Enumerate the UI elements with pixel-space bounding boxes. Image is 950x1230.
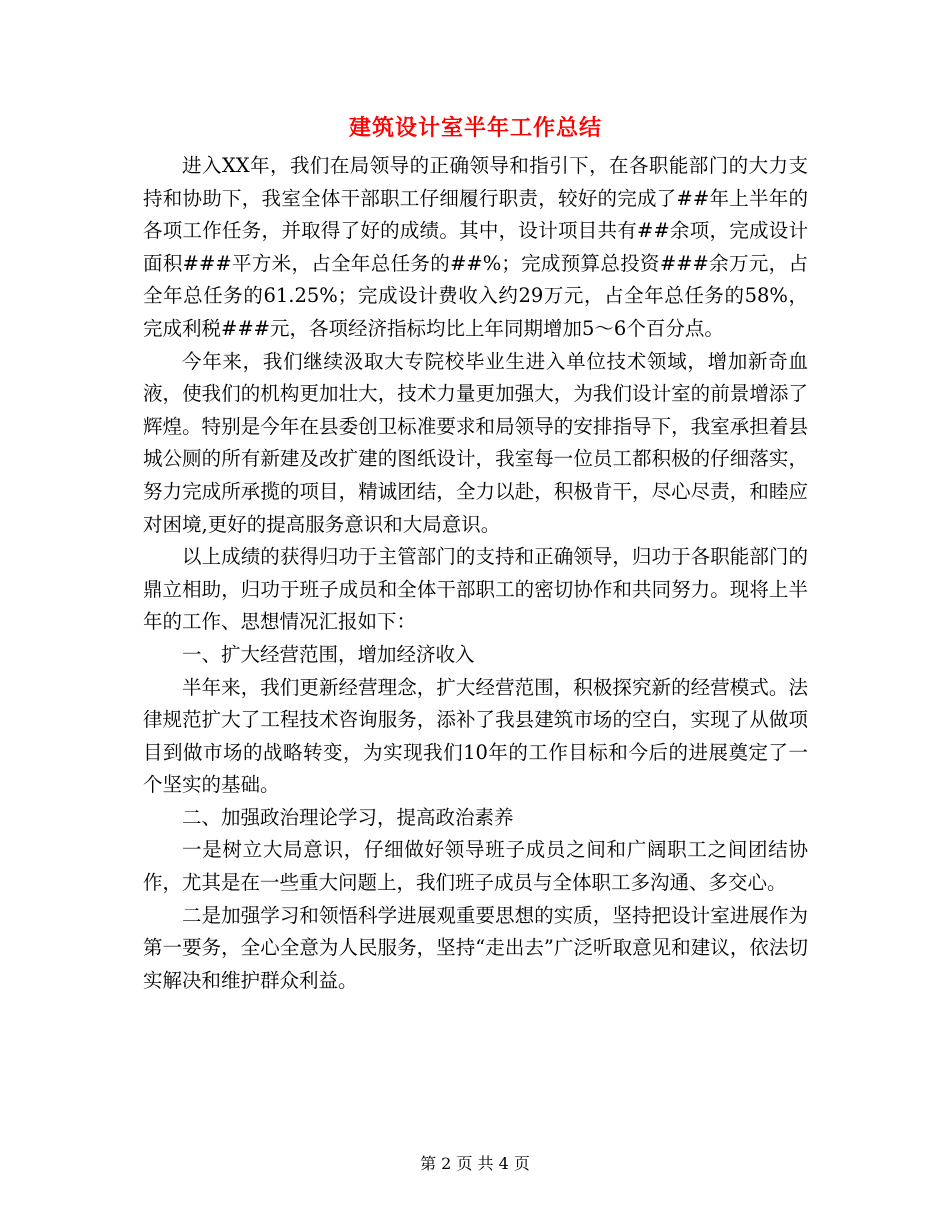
document-title: 建筑设计室半年工作总结 bbox=[348, 115, 602, 141]
page-footer: 第 2 页 共 4 页 bbox=[420, 1154, 530, 1173]
paragraph-achievements: 进入XX年，我们在局领导的正确领导和指引下，在各职能部门的大力支持和协助下，我室全体干部职工仔细履行职责，较好的完成了##年上半年的各项工作任务，并取得了好的成绩。其中，设计项目共有##余项，完成设计面积###平方米，占全年总任务的##%；完成预算总投资###余万元，占全年总任务的61.25%；完成设计费收入约29万元，占全年总任务的58%，完成利税###元，各项经济指标均比上年同期增加5～6个百分点。 bbox=[143, 154, 808, 340]
document-page bbox=[143, 108, 808, 997]
paragraph-business: 半年来，我们更新经营理念，扩大经营范围，积极探究新的经营模式。法律规范扩大了工程技术咨询服务，添补了我县建筑市场的空白，实现了从做项目到做市场的战略转变，为实现我们10年的工作目标和今后的进展奠定了一个坚实的基础。 bbox=[143, 675, 808, 797]
paragraph-staffing: 今年来，我们继续汲取大专院校毕业生进入单位技术领域，增加新奇血液，使我们的机构更加壮大，技术力量更加强大，为我们设计室的前景增添了辉煌。特别是今年在县委创卫标准要求和局领导的安排指导下，我室承担着县城公厕的所有新建及改扩建的图纸设计，我室每一位员工都积极的仔细落实，努力完成所承揽的项目，精诚团结，全力以赴，积极肯干，尽心尽责，和睦应对困境,更好的提高服务意识和大局意识。 bbox=[143, 349, 808, 536]
section-heading-business: 一、扩大经营范围，增加经济收入 bbox=[182, 642, 475, 666]
section-heading-politics: 二、加强政治理论学习，提高政治素养 bbox=[182, 805, 514, 829]
paragraph-development: 二是加强学习和领悟科学进展观重要思想的实质，坚持把设计室进展作为第一要务，全心全意为人民服务，坚持“走出去”广泛听取意见和建议，依法切实解决和维护群众利益。 bbox=[143, 903, 808, 992]
paragraph-unity: 一是树立大局意识，仔细做好领导班子成员之间和广阔职工之间团结协作，尤其是在一些重大问题上，我们班子成员与全体职工多沟通、多交心。 bbox=[143, 838, 808, 895]
paragraph-acknowledgement: 以上成绩的获得归功于主管部门的支持和正确领导，归功于各职能部门的鼎立相助，归功于班子成员和全体干部职工的密切协作和共同努力。现将上半年的工作、思想情况汇报如下： bbox=[143, 545, 808, 634]
